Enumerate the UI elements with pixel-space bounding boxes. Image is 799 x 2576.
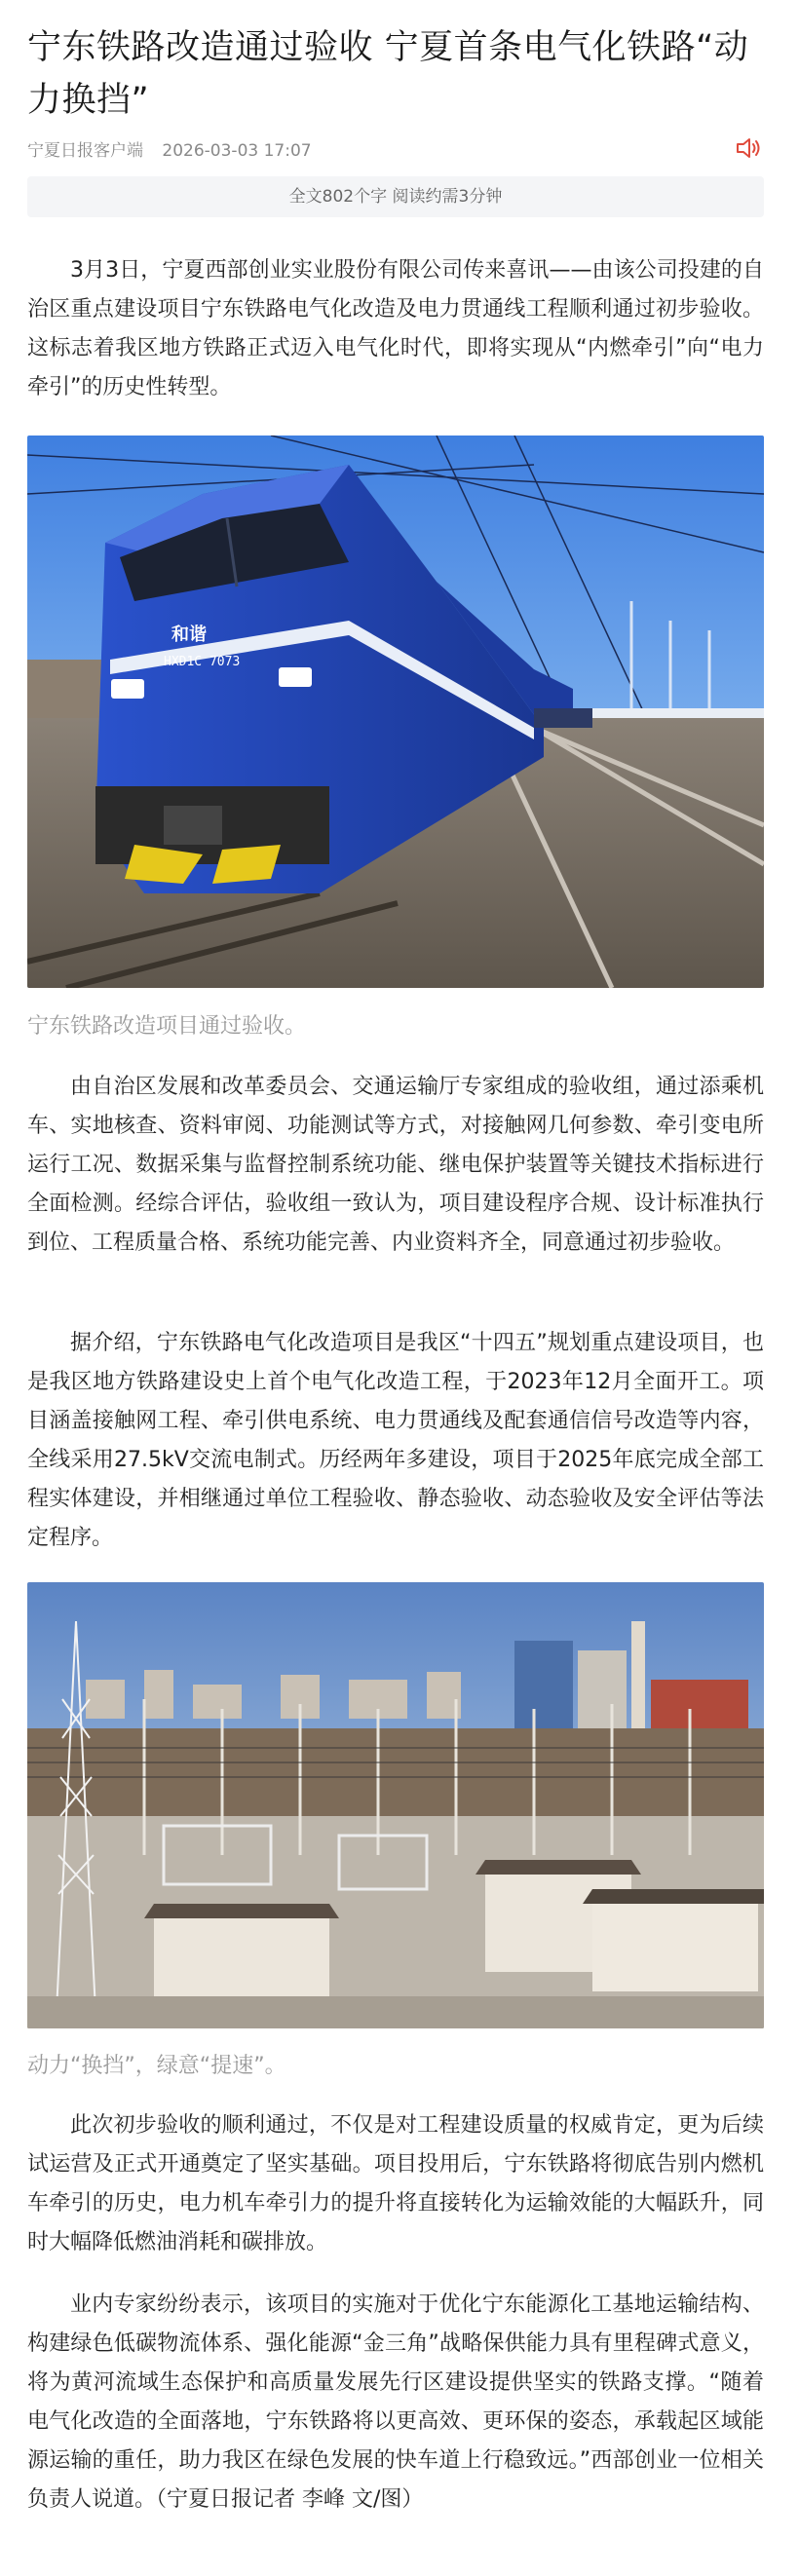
paragraph-3: 据介绍，宁东铁路电气化改造项目是我区“十四五”规划重点建设项目，也是我区地方铁路建设史上首个电气化改造工程，于2023年12月全面开工。项目涵盖接触网工程、牵引供电系统、电力贯通线及配套通信信号改造等内容，全线采用27.5kV交流电制式。历经两年多建设，项目于2025年底完成全部工程实体建设，并相继通过单位工程验收、静态验收、动态验收及安全评估等法定程序。 [27,1331,764,1550]
image-caption-2: 动力“换挡”，绿意“提速”。 [27,2054,286,2078]
paragraph-5: 业内专家纷纷表示，该项目的实施对于优化宁东能源化工基地运输结构、构建绿色低碳物流体系、强化能源“金三角”战略保供能力具有里程碑式意义，将为黄河流域生态保护和高质量发展先行区建设提供坚实的铁路支撑。“随着电气化改造的全面落地，宁东铁路将以更高效、更环保的姿态，承载起区域能源运输的重任，助力我区在绿色发展的快车道上行稳致远。”西部创业一位相关负责人说道。（宁夏日报记者 李峰 文/图） [27,2292,764,2512]
article-date: 2026-03-03 17:07 [162,141,312,161]
loco-name-label: 和谐 [171,625,207,645]
read-info-bar: 全文802个字 阅读约需3分钟 [27,176,764,217]
paragraph-2: 由自治区发展和改革委员会、交通运输厅专家组成的验收组，通过添乘机车、实地核查、资料审阅、功能测试等方式，对接触网几何参数、牵引变电所运行工况、数据采集与监督控制系统功能、继电保护装置等关键技术指标进行全面检测。经综合评估，验收组一致认为，项目建设程序合规、设计标准执行到位、工程质量合格、系统功能完善、内业资料齐全，同意通过初步验收。 [27,1075,764,1255]
image-caption-1: 宁东铁路改造项目通过验收。 [27,1014,307,1039]
article-title: 宁东铁路改造通过验收 宁夏首条电气化铁路“动力换挡” [27,28,749,120]
paragraph-4: 此次初步验收的顺利通过，不仅是对工程建设质量的权威肯定，更为后续试运营及正式开通奠定了坚实基础。项目投用后，宁东铁路将彻底告别内燃机车牵引的历史，电力机车牵引力的提升将直接转化为运输效能的大幅跃升，同时大幅降低燃油消耗和碳排放。 [27,2113,764,2254]
loco-code-label: HXD1C 7073 [164,655,241,669]
paragraph-1: 3月3日，宁夏西部创业实业股份有限公司传来喜讯——由该公司投建的自治区重点建设项目宁东铁路电气化改造及电力贯通线工程顺利通过初步验收。这标志着我区地方铁路正式迈入电气化时代，即将实现从“内燃牵引”向“电力牵引”的历史性转型。 [27,258,764,399]
substation-photo [27,1582,764,2028]
speaker-icon[interactable] [735,136,764,160]
article-meta [27,136,325,161]
article-source: 宁夏日报客户端 [27,141,143,161]
train-photo [27,436,764,988]
